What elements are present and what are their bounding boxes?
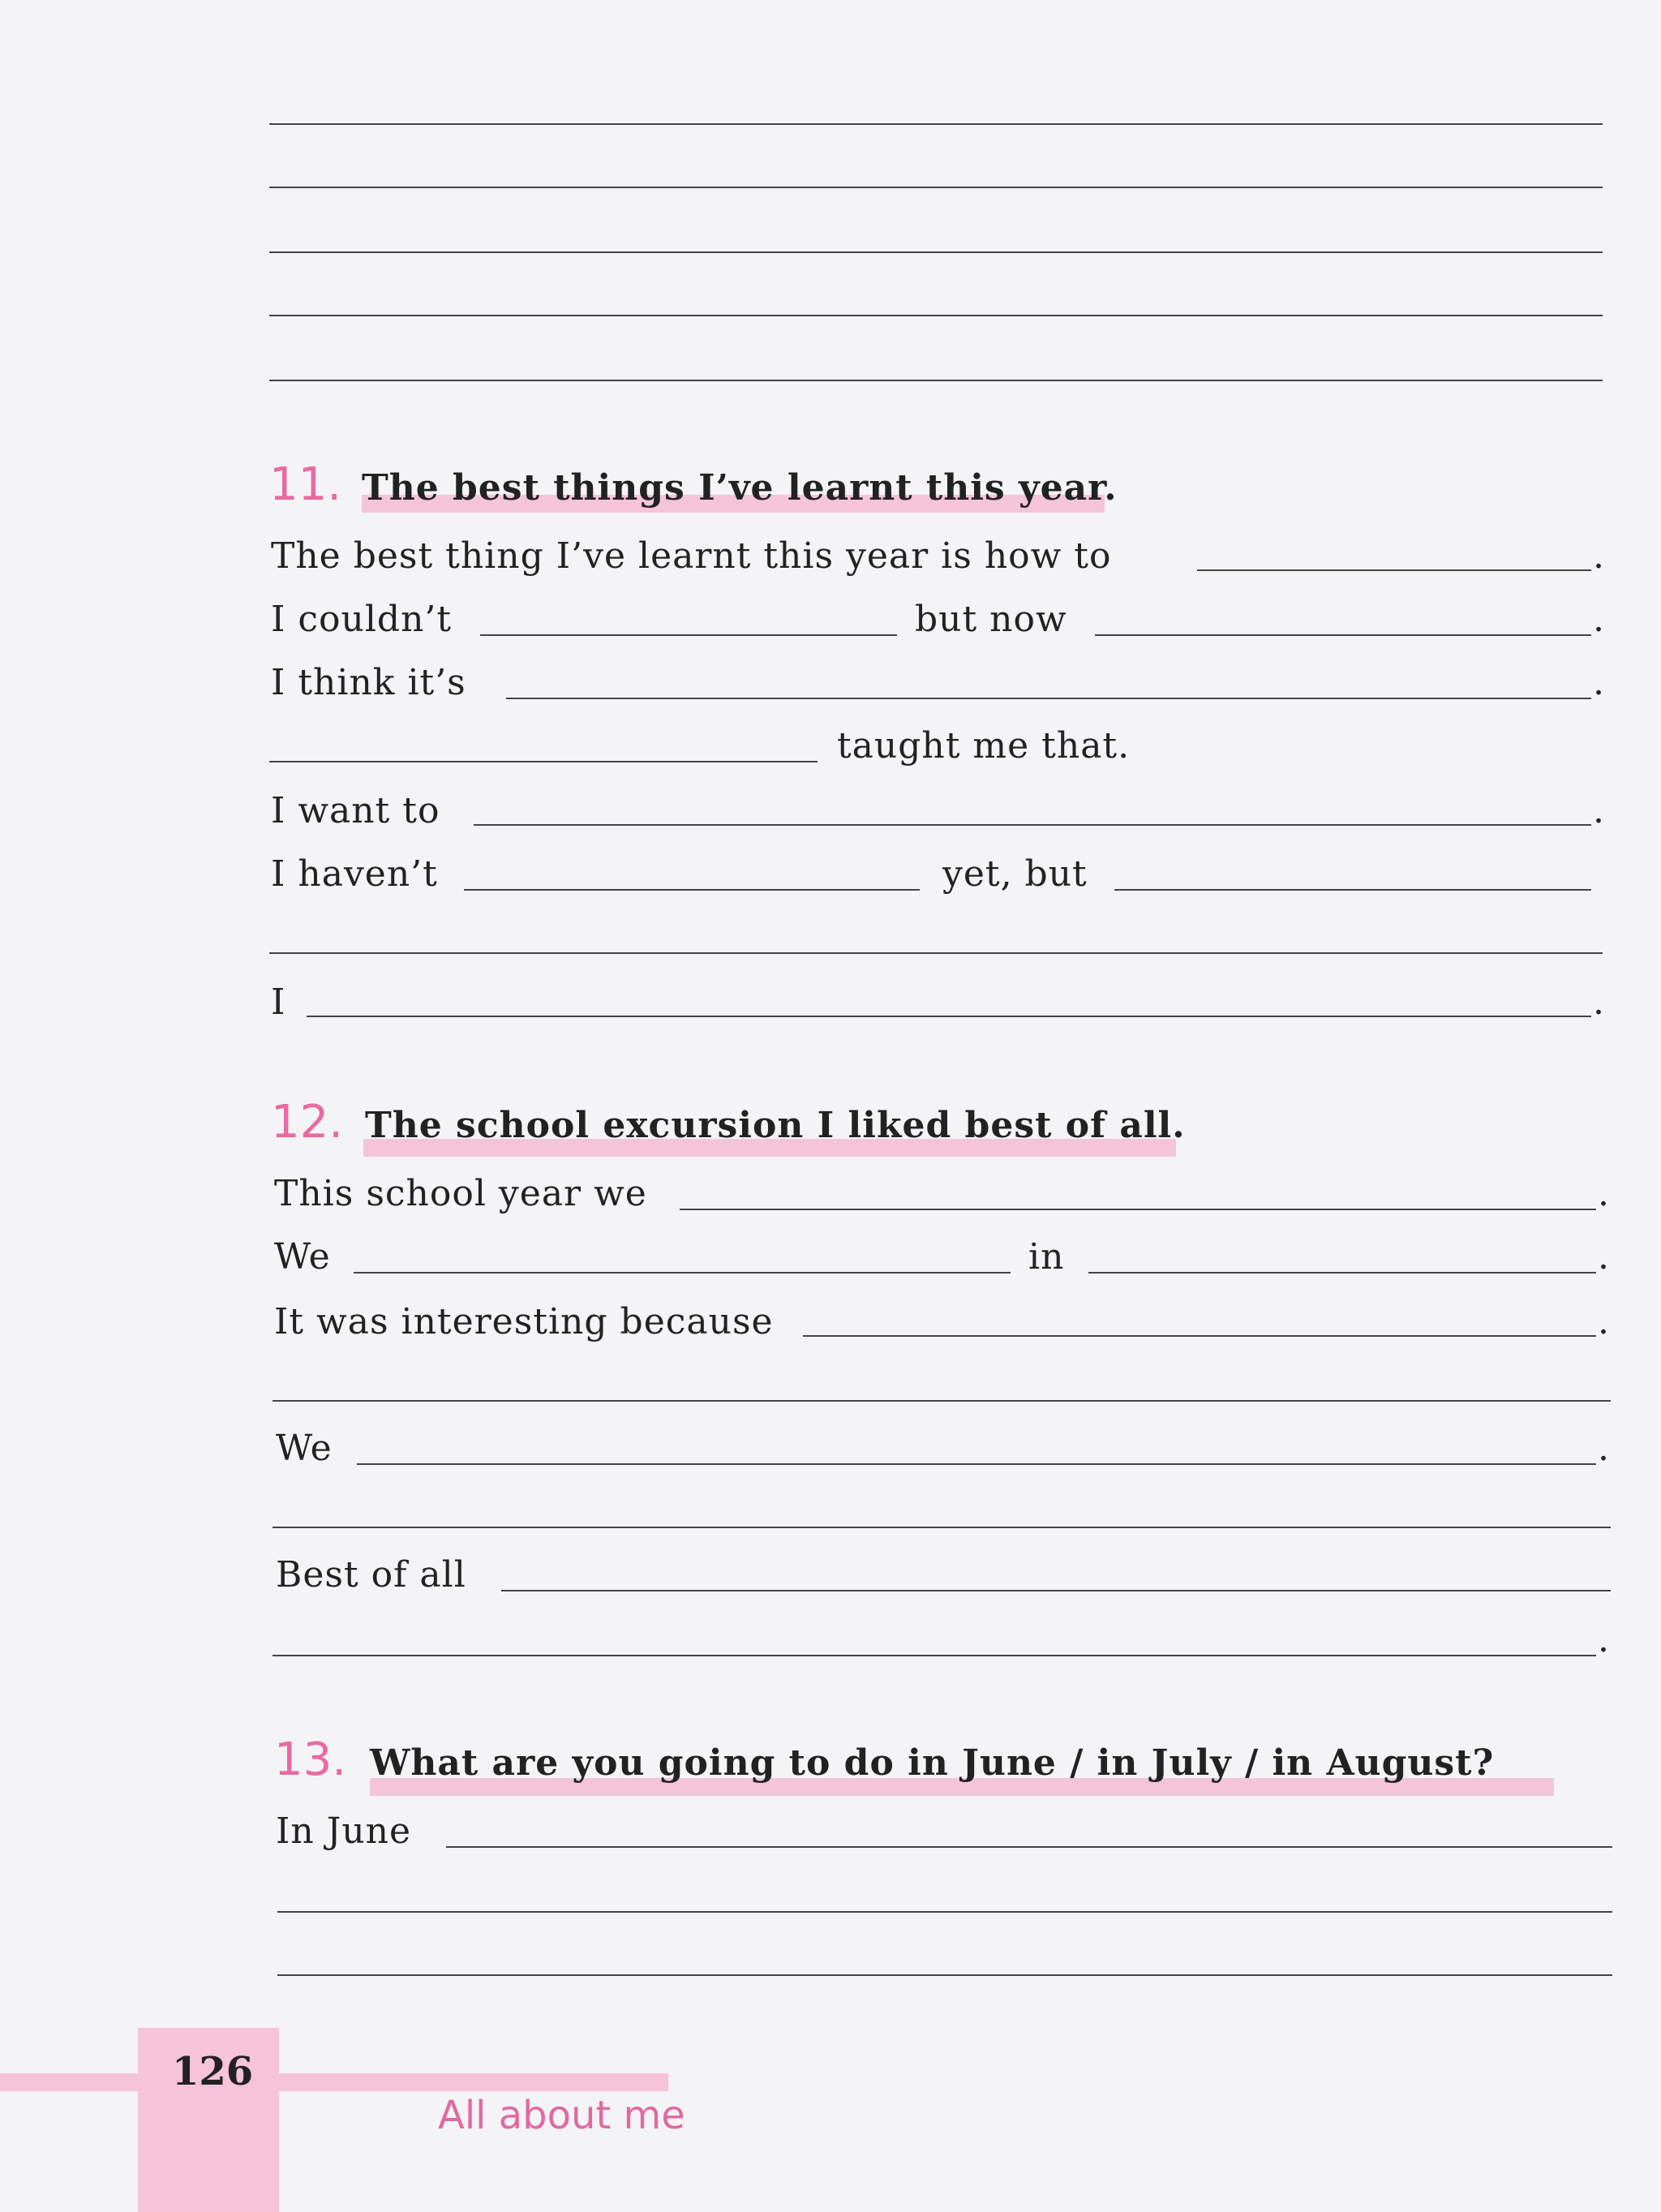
period: . bbox=[1598, 1173, 1609, 1214]
answer-line[interactable] bbox=[464, 889, 920, 891]
answer-line[interactable] bbox=[501, 1590, 1611, 1591]
answer-line[interactable] bbox=[680, 1209, 1596, 1210]
exercise-title: The school excursion I liked best of all. bbox=[365, 1105, 1186, 1146]
writing-line[interactable] bbox=[269, 123, 1603, 125]
answer-line[interactable] bbox=[273, 1655, 1596, 1656]
period: . bbox=[1598, 1301, 1609, 1342]
prompt-text: It was interesting because bbox=[274, 1301, 774, 1342]
period: . bbox=[1598, 1619, 1609, 1660]
footer-band bbox=[0, 2073, 668, 2091]
period: . bbox=[1593, 599, 1604, 640]
writing-line[interactable] bbox=[269, 380, 1603, 381]
prompt-text: yet, but bbox=[942, 853, 1088, 895]
answer-line[interactable] bbox=[277, 1974, 1612, 1976]
answer-line[interactable] bbox=[273, 1400, 1611, 1402]
period: . bbox=[1593, 790, 1604, 831]
answer-line[interactable] bbox=[446, 1846, 1612, 1848]
answer-line[interactable] bbox=[354, 1272, 1011, 1274]
exercise-number: 12. bbox=[271, 1096, 344, 1149]
period: . bbox=[1593, 535, 1604, 577]
prompt-text: In June bbox=[276, 1810, 412, 1852]
exercise-title: What are you going to do in June / in July / in August? bbox=[370, 1742, 1495, 1784]
prompt-text: taught me that. bbox=[837, 725, 1131, 767]
answer-line[interactable] bbox=[1114, 889, 1591, 891]
prompt-text: I couldn’t bbox=[271, 599, 453, 640]
prompt-text: We bbox=[276, 1428, 333, 1469]
answer-line[interactable] bbox=[307, 1016, 1591, 1017]
prompt-text: This school year we bbox=[274, 1173, 647, 1214]
prompt-text: I bbox=[271, 981, 286, 1023]
answer-line[interactable] bbox=[1088, 1272, 1596, 1274]
period: . bbox=[1593, 981, 1604, 1023]
period: . bbox=[1593, 662, 1604, 703]
period: . bbox=[1598, 1428, 1609, 1469]
answer-line[interactable] bbox=[803, 1335, 1596, 1337]
prompt-text: I want to bbox=[271, 790, 440, 831]
prompt-text: I haven’t bbox=[271, 853, 438, 895]
prompt-text: but now bbox=[915, 599, 1067, 640]
answer-line[interactable] bbox=[269, 952, 1603, 954]
answer-line[interactable] bbox=[357, 1463, 1596, 1465]
answer-line[interactable] bbox=[277, 1911, 1612, 1913]
answer-line[interactable] bbox=[480, 634, 897, 636]
writing-line[interactable] bbox=[269, 315, 1603, 316]
prompt-text: We bbox=[274, 1236, 331, 1278]
period: . bbox=[1598, 1236, 1609, 1278]
exercise-number: 13. bbox=[274, 1733, 347, 1786]
answer-line[interactable] bbox=[273, 1527, 1611, 1528]
answer-line[interactable] bbox=[1197, 569, 1591, 571]
writing-line[interactable] bbox=[269, 251, 1603, 253]
prompt-text: I think it’s bbox=[271, 662, 466, 703]
writing-line[interactable] bbox=[269, 187, 1603, 188]
answer-line[interactable] bbox=[1095, 634, 1591, 636]
prompt-text: The best thing I’ve learnt this year is how to bbox=[271, 535, 1112, 577]
answer-line[interactable] bbox=[474, 824, 1591, 826]
prompt-text: Best of all bbox=[276, 1554, 466, 1596]
exercise-title: The best things I’ve learnt this year. bbox=[362, 467, 1118, 509]
answer-line[interactable] bbox=[269, 761, 818, 762]
prompt-text: in bbox=[1028, 1236, 1065, 1278]
page-number: 126 bbox=[172, 2049, 254, 2094]
exercise-number: 11. bbox=[269, 458, 342, 511]
section-title: All about me bbox=[438, 2093, 685, 2138]
answer-line[interactable] bbox=[506, 698, 1591, 699]
